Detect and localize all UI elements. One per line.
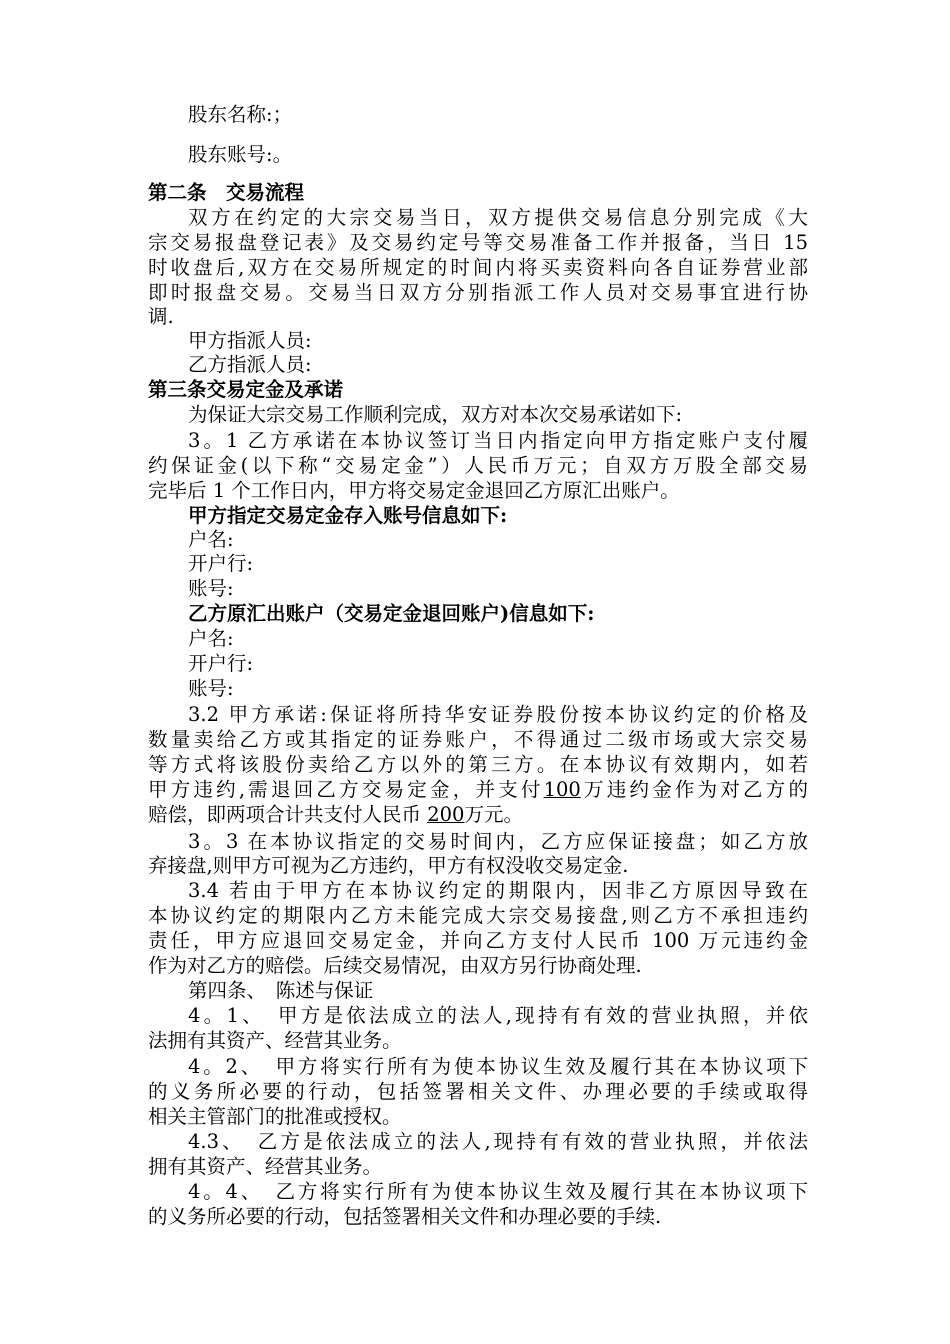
bank-line: 开户行: [188, 552, 254, 575]
clause-3-2-line: 3.2 甲方承诺:保证将所持华安证券股份按本协议约定的价格及 [188, 703, 808, 726]
line-text: 万违约金作为对乙方的 [580, 778, 808, 801]
clause-4-3-line: 拥有其资产、经营其业务。 [148, 1155, 383, 1178]
account-name-line: 户名: [188, 627, 234, 650]
clause-4-1-line: 法拥有其资产、经营其业务。 [148, 1029, 402, 1052]
article-3-heading: 第三条交易定金及承诺 [148, 378, 344, 401]
paragraph-line: 时收盘后,双方在交易所规定的时间内将买卖资料向各自证券营业部 [148, 256, 808, 279]
clause-4-4-line: 4。4、 乙方将实行所有为使本协议生效及履行其在本协议项下 [188, 1180, 808, 1203]
clause-3-3-line: 弃接盘,则甲方可视为乙方违约，甲方有权没收交易定金. [148, 854, 629, 877]
clause-3-4-line: 作为对乙方的赔偿。后续交易情况，由双方另行协商处理. [148, 954, 642, 977]
line-text: 赔偿，即两项合计共支付人民币 [148, 803, 428, 826]
account-number-line: 账号: [188, 577, 234, 600]
clause-3-3-line: 3。3 在本协议指定的交易时间内，乙方应保证接盘；如乙方放 [188, 830, 808, 853]
party-a-staff-line: 甲方指派人员: [188, 329, 312, 352]
clause-4-2-line: 相关主管部门的批准或授权。 [148, 1105, 402, 1128]
clause-3-2-line: 数量卖给乙方或其指定的证券账户，不得通过二级市场或大宗交易 [148, 728, 808, 751]
line-text: 万元。 [464, 803, 523, 826]
clause-3-4-line: 责任，甲方应退回交易定金，并向乙方支付人民币 100 万元违约金 [148, 929, 808, 952]
paragraph-line: 即时报盘交易。交易当日双方分别指派工作人员对交易事宜进行协 [148, 281, 808, 304]
shareholder-name-line: 股东名称:； [188, 103, 293, 126]
clause-3-4-line: 本协议约定的期限内乙方未能完成大宗交易接盘,则乙方不承担违约 [148, 904, 808, 927]
clause-4-3-line: 4.3、 乙方是依法成立的法人,现持有有效的营业执照，并依法 [188, 1130, 808, 1153]
article-4-heading: 第四条、 陈述与保证 [188, 979, 374, 1002]
clause-4-4-line: 的义务所必要的行动，包括签署相关文件和办理必要的手续. [148, 1205, 662, 1228]
clause-3-2-line [148, 802, 808, 828]
clause-4-2-line: 4。2、 甲方将实行所有为使本协议生效及履行其在本协议项下 [188, 1055, 808, 1078]
total-amount: 200 [427, 803, 465, 826]
party-b-account-heading: 乙方原汇出账户（交易定金退回账户)信息如下: [188, 602, 595, 625]
paragraph-line: 调. [148, 305, 174, 328]
clause-4-2-line: 的义务所必要的行动，包括签署相关文件、办理必要的手续或取得 [148, 1080, 808, 1103]
clause-3-4-line: 3.4 若由于甲方在本协议约定的期限内，因非乙方原因导致在 [188, 879, 808, 902]
clause-3-1-line: 完毕后 1 个工作日内，甲方将交易定金退回乙方原汇出账户。 [148, 479, 680, 502]
account-number-line: 账号: [188, 677, 234, 700]
paragraph-line: 双方在约定的大宗交易当日，双方提供交易信息分别完成《大 [188, 206, 808, 229]
penalty-amount: 100 [543, 778, 581, 801]
clause-3-2-line: 等方式将该股份卖给乙方以外的第三方。在本协议有效期内，如若 [148, 753, 808, 776]
party-b-staff-line: 乙方指派人员: [188, 353, 312, 376]
party-a-account-heading: 甲方指定交易定金存入账号信息如下: [188, 504, 508, 527]
line-text: 甲方违约,需退回乙方交易定金，并支付 [148, 778, 544, 801]
account-name-line: 户名: [188, 528, 234, 551]
clause-3-1-line: 3。1 乙方承诺在本协议签订当日内指定向甲方指定账户支付履 [188, 429, 808, 452]
clause-3-2-line [148, 777, 808, 803]
article-2-heading: 第二条 交易流程 [148, 181, 305, 204]
clause-4-1-line: 4。1、 甲方是依法成立的法人,现持有有效的营业执照，并依 [188, 1004, 808, 1027]
paragraph-line: 宗交易报盘登记表》及交易约定号等交易准备工作并报备，当日 15 [148, 231, 808, 254]
shareholder-account-line: 股东账号:。 [188, 143, 293, 166]
clause-3-1-line: 约保证金(以下称“交易定金”）人民币万元；自双方万股全部交易 [148, 454, 808, 477]
bank-line: 开户行: [188, 652, 254, 675]
paragraph-line: 为保证大宗交易工作顺利完成，双方对本次交易承诺如下: [188, 403, 683, 426]
